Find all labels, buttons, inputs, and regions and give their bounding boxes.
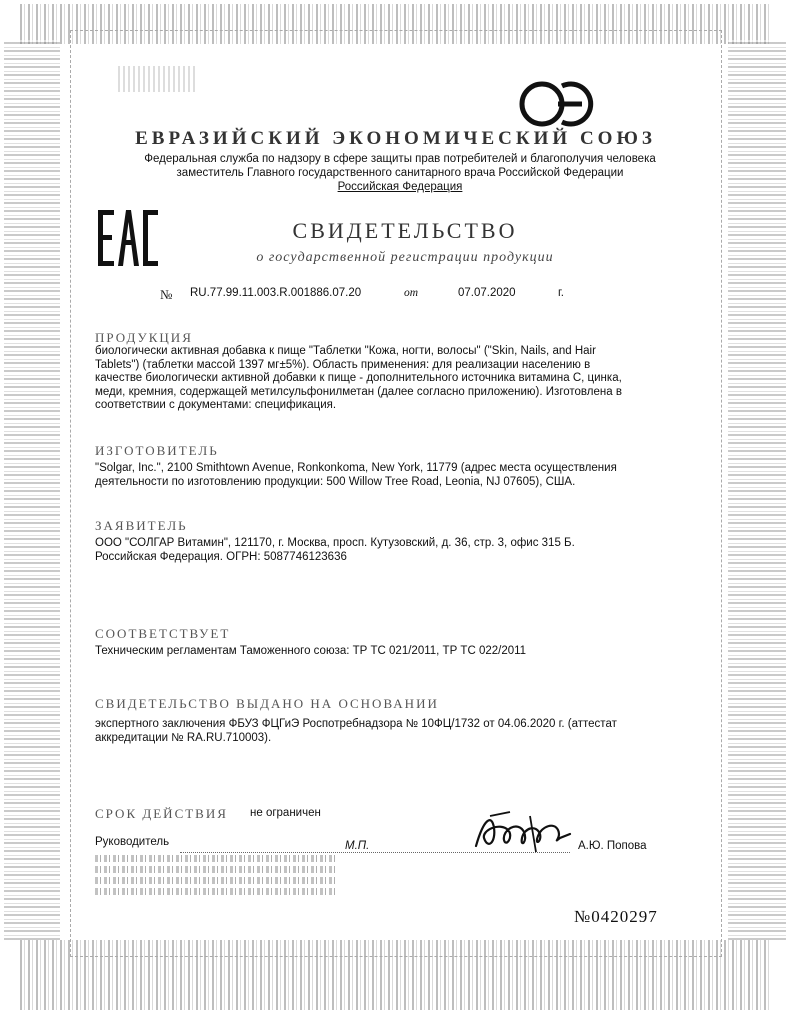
- compliance-line: Техническим регламентам Таможенного союза: ТР ТС 021/2011, ТР ТС 022/2011: [95, 645, 527, 657]
- certificate-date: 07.07.2020: [458, 287, 516, 299]
- certificate-subtitle: о государственной регистрации продукции: [256, 250, 554, 265]
- applicant-heading: ЗАЯВИТЕЛЬ: [95, 518, 188, 533]
- signatory-role: Руководитель: [95, 836, 170, 848]
- number-label: №: [160, 287, 173, 302]
- stamp-mark: М.П.: [345, 840, 370, 852]
- manufacturer-line: "Solgar, Inc.", 2100 Smithtown Avenue, Ronkonkoma, New York, 11779 (адрес места осуществления: [95, 462, 617, 474]
- handwritten-signature: [470, 808, 580, 858]
- certificate-number: RU.77.99.11.003.R.001886.07.20: [190, 287, 362, 299]
- agency-line: Федеральная служба по надзору в сфере защиты прав потребителей и благополучия человека: [144, 153, 656, 165]
- faded-mark: [118, 66, 198, 92]
- basis-line: экспертного заключения ФБУЗ ФЦГиЭ Роспотребнадзора № 10ФЦ/1732 от 04.06.2020 г. (аттестат: [95, 718, 617, 730]
- agency-block: [80, 152, 720, 194]
- basis-heading: СВИДЕТЕЛЬСТВО ВЫДАНО НА ОСНОВАНИИ: [95, 696, 439, 711]
- applicant-line: ООО "СОЛГАР Витамин", 121170, г. Москва, просп. Кутузовский, д. 36, стр. 3, офис 315 Б.: [95, 537, 575, 549]
- basis-text: [95, 718, 670, 745]
- date-label: от: [404, 287, 419, 299]
- product-text: [95, 345, 670, 413]
- basis-line: аккредитации № RA.RU.710003).: [95, 731, 272, 744]
- right-security-border: [728, 40, 786, 940]
- product-heading: ПРОДУКЦИЯ: [95, 330, 193, 345]
- rospotrebnadzor-logo: [518, 76, 598, 132]
- applicant-text: [95, 537, 670, 564]
- manufacturer-line: деятельности по изготовлению продукции: 500 Willow Tree Road, Leonia, NJ 07605), США.: [95, 475, 576, 488]
- printer-stamp: [95, 855, 335, 903]
- compliance-text: [95, 645, 670, 659]
- validity-value: не ограничен: [250, 807, 321, 819]
- manufacturer-heading: ИЗГОТОВИТЕЛЬ: [95, 443, 219, 458]
- left-security-border: [4, 40, 60, 940]
- union-title: ЕВРАЗИЙСКИЙ ЭКОНОМИЧЕСКИЙ СОЮЗ: [135, 128, 656, 149]
- applicant-line: Российская Федерация. ОГРН: 5087746123636: [95, 550, 347, 563]
- eac-mark: [96, 208, 160, 268]
- signatory-name: А.Ю. Попова: [578, 840, 647, 852]
- product-line: качестве биологически активной добавки к пище - дополнительного источника витамина С, цинка,: [95, 372, 622, 384]
- product-line: меди, кремния, содержащей метилсульфонилметан (далее согласно приложению). Изготовлена в: [95, 385, 622, 398]
- manufacturer-text: [95, 462, 670, 489]
- product-line: соответствии с документами: спецификация.: [95, 399, 337, 411]
- agency-line: заместитель Главного государственного санитарного врача Российской Федерации: [176, 167, 624, 179]
- validity-heading: СРОК ДЕЙСТВИЯ: [95, 806, 228, 821]
- product-line: биологически активная добавка к пище "Таблетки "Кожа, ногти, волосы" ("Skin, Nails, and Hair: [95, 345, 596, 357]
- serial-number: №0420297: [574, 907, 658, 926]
- year-suffix: г.: [558, 287, 564, 299]
- product-line: Tablets") (таблетки массой 1397 мг±5%). Область применения: для реализации населению в: [95, 358, 591, 371]
- certificate-title: СВИДЕТЕЛЬСТВО: [292, 218, 518, 243]
- compliance-heading: СООТВЕТСТВУЕТ: [95, 626, 231, 641]
- agency-line: Российская Федерация: [337, 181, 463, 193]
